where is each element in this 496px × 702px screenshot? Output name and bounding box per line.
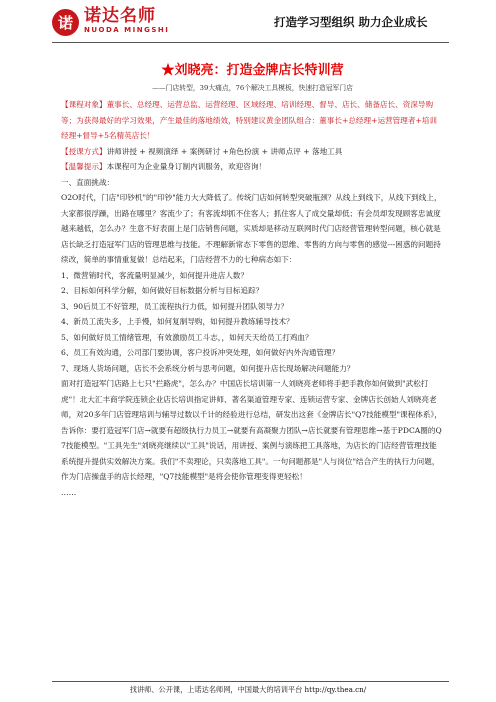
issue-item: 4、新员工流失多，上手慢，如何复制导购，如何提升教练辅导技术？ <box>61 317 294 326</box>
document-subtitle: ——门店转型，39大痛点，76个解决工具模板，快速打造冠军门店 <box>152 84 353 92</box>
brand-logo-icon: 诺 <box>52 9 79 36</box>
document-title: ★刘晓亮：打造金牌店长特训营 <box>161 63 344 78</box>
brand-name-cn: 诺达名师 <box>84 6 156 26</box>
brand-logo <box>84 7 169 35</box>
issue-item: 6、员工有效沟通，公司部门要协调，客户投诉冲突处理，如何做好内外沟通管理？ <box>61 348 340 357</box>
teaching-method-text: 讲师讲授 + 视频演绎 + 案例研讨 +角色扮演 + 讲师点评 + 落地工具 <box>106 146 343 156</box>
issue-item: 1、微营销时代，客流量明显减少，如何提升进店人数？ <box>61 270 249 280</box>
course-objective <box>61 97 444 144</box>
teaching-method-label: 【授课方式】 <box>61 146 107 156</box>
issue-item: 2、目标如何科学分解，如何做好目标数据分析与目标追踪？ <box>61 286 264 295</box>
warm-tip-label: 【温馨提示】 <box>61 162 107 171</box>
warm-tip-text: 本课程可为企业量身订制内训服务，欢迎咨询！ <box>106 162 267 171</box>
issue-item: 7、现场人货场问题，店长不会系统分析与思考问题，如何提升店长现场解决问题能力？ <box>61 363 355 373</box>
closing-paragraph: 面对打造冠军门店路上七只"拦路虎"，怎么办？中国店长培训第一人刘晓亮老师将手把手教你如何做到"武松打虎"！北大汇丰商学院连锁企业店长培训指定讲师、著名渠道管理专家、连锁运营专家、金牌店长创始人刘晓亮老师，对20多年门店管理培训与辅导过数以千计的经验进行总结，研发出这套《金牌店长"Q7技能模型"课程体系》，告诉你：要打造冠军门店→就要有超级执行力员工→就要有高凝聚力团队→店长就要有管理思维→基于PDCA圈的Q7技能模型。"工具先生"刘晓亮继续以"工具"说话，用讲授、案例与演练把工具落地，为店长的门店经营管理技能系统提升提供实效解决方案。我们"不卖理论，只卖落地工具"。一句问题都是"人与岗位"结合产生的执行力问题，作为门店操盘手的店长经理，"Q7技能模型"是将会使你管理变得更轻松！ <box>61 379 442 481</box>
teaching-method <box>61 144 444 160</box>
ellipsis: …… <box>61 487 77 497</box>
warm-tip <box>61 159 444 175</box>
section-heading: 一、直面挑战： <box>61 177 115 187</box>
intro-paragraph: O2O时代，门店"印钞机"的"印钞"能力大大降低了。传统门店如何转型突破瓶颈？从线上到线下，从线下到线上，大家都很浮躁，出路在哪里？客流少了；有客流却抓不住客人；抓住客人了成交量却低；有会员却发现顾客忠诚度越来越低，怎么办？生意不好表面上是门店销售问题，实质却是移动互联网时代门店经营管理转型问题，核心就是店长缺乏打造冠军门店的管理思维与技能。不理解新常态下零售的思维、零售的方向与零售的感觉---困惑的问题持续改，简单的事情重复做！总结起来，门店经营不力的七种病态如下： <box>61 193 442 264</box>
header-slogan: 打造学习型组织 助力企业成长 <box>274 15 428 29</box>
course-objective-text: 董事长、总经理、运营总监、运营经理、区域经理、培训经理、督导、店长、储备店长、资深导购等；为获得最好的学习效果，产生最佳的落地绩效，特别建议黄金团队组合：董事长+总经理+运营管理者+培训经理+督导+5名精英店长！ <box>61 100 437 140</box>
course-objective-label: 【课程对象】 <box>61 100 107 109</box>
page-header <box>0 0 496 46</box>
issue-item: 5、如何做好员工情绪管理，有效激励员工斗志，，如何天天给员工打鸡血？ <box>61 332 313 342</box>
issue-item: 3、90后员工不好管理，员工流程执行力低，如何提升团队领导力？ <box>61 301 289 311</box>
header-divider <box>52 42 449 43</box>
footer-divider <box>52 681 449 682</box>
document-body <box>61 62 444 500</box>
page-footer: 找讲师、公开课，上诺达名师网，中国最大的培训平台 http://qy.thea.cn/ <box>129 685 367 694</box>
brand-name-en: NUODA MINGSHI <box>84 26 170 34</box>
